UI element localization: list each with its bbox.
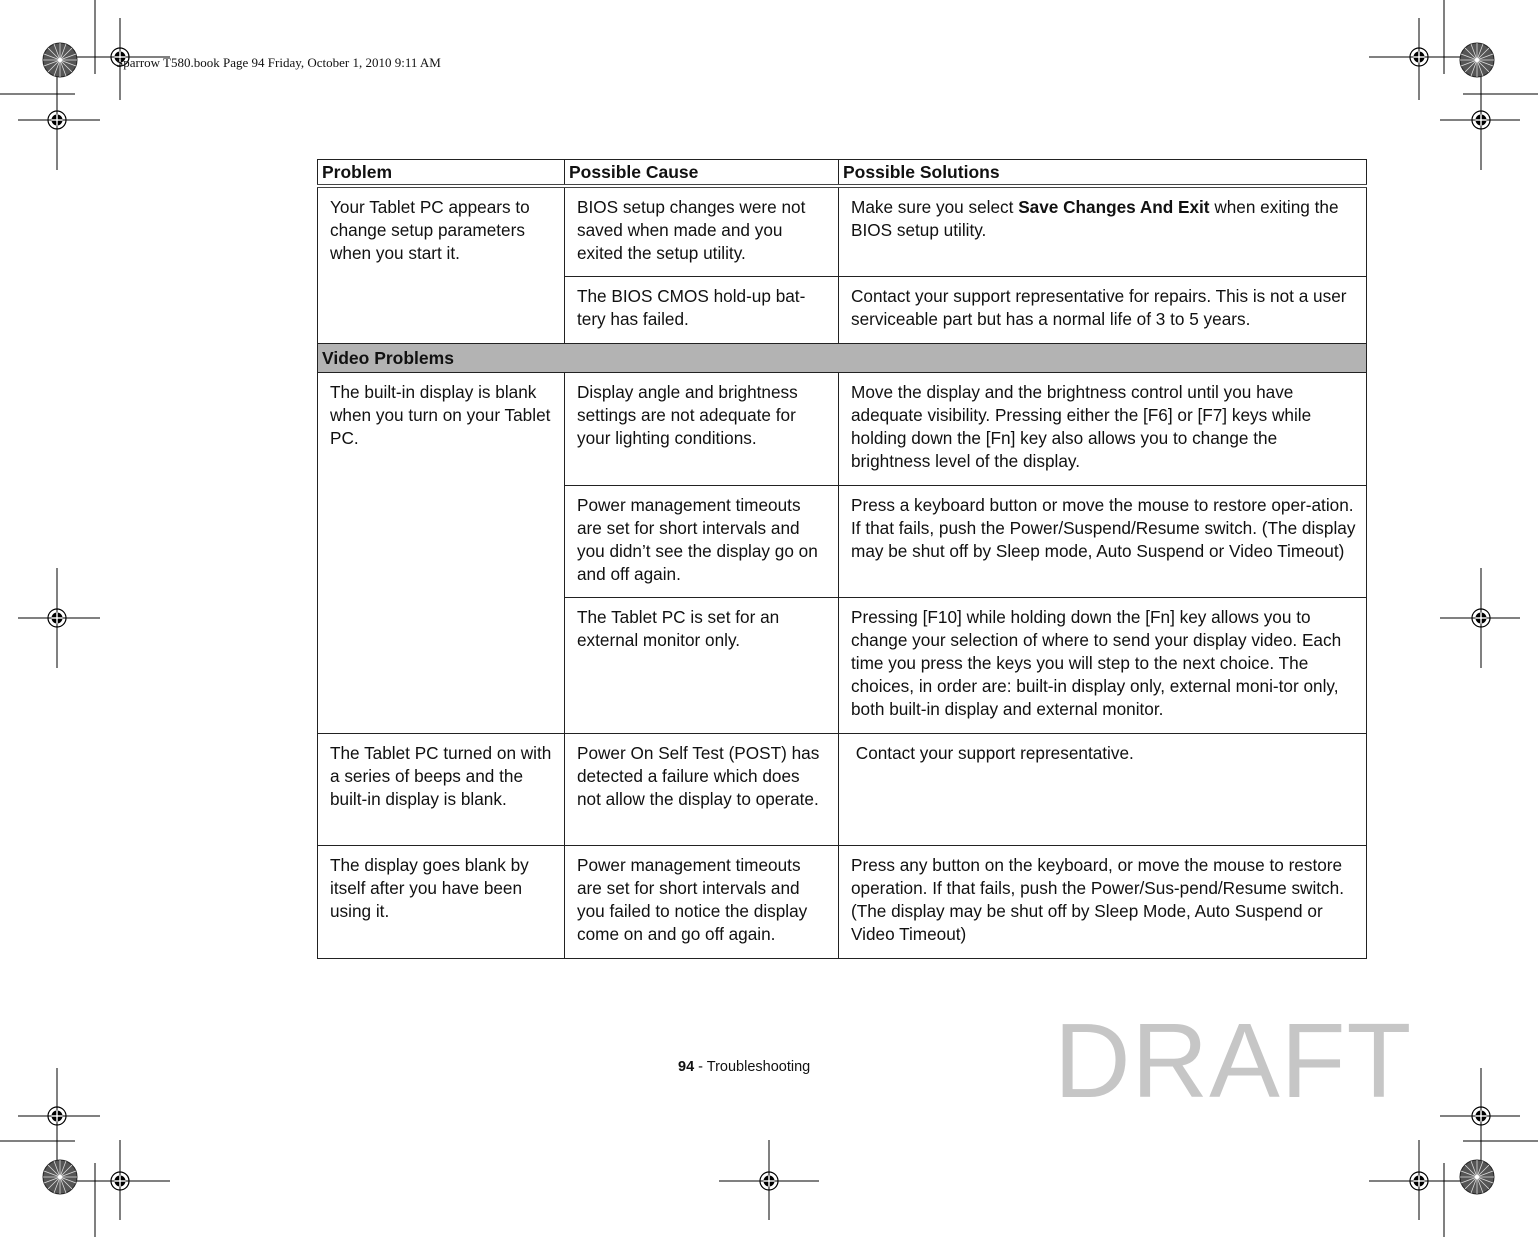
problem-cell: The Tablet PC turned on with a series of beeps and the built-in display is blank. bbox=[318, 733, 565, 845]
table-row bbox=[318, 372, 1367, 485]
cause-cell: Power management timeouts are set for short intervals and you didn’t see the display go on and off again. bbox=[565, 485, 839, 597]
header-problem: Problem bbox=[318, 160, 565, 187]
header-possible-cause: Possible Cause bbox=[565, 160, 839, 187]
book-slug-line: Sparrow T580.book Page 94 Friday, October 1, 2010 9:11 AM bbox=[116, 55, 441, 70]
cause-cell: Power On Self Test (POST) has detected a failure which does not allow the display to operate. bbox=[565, 733, 839, 845]
cause-cell: Power management timeouts are set for short intervals and you failed to notice the display come on and go off again. bbox=[565, 845, 839, 958]
page-number: 94 bbox=[678, 1059, 695, 1075]
solution-cell: Contact your support representative. bbox=[839, 733, 1367, 845]
solution-text: when exiting the BIOS setup utility. bbox=[851, 197, 1339, 240]
solution-text: Make sure you select bbox=[851, 197, 1019, 217]
solution-cell bbox=[839, 186, 1367, 276]
solution-cell: Pressing [F10] while holding down the [Fn] key allows you to change your selection of where to send your display video. Each time you press the keys you will step to the next choice. The choices, in order are: built-in display only, external moni-tor only, both built-in display and external monitor. bbox=[839, 597, 1367, 733]
section-title-video-problems: Video Problems bbox=[318, 343, 1367, 372]
solution-cell: Press any button on the keyboard, or move the mouse to restore operation. If that fails, push the Power/Sus-pend/Resume switch. (The display may be shut off by Sleep Mode, Auto Suspend or Video Timeout) bbox=[839, 845, 1367, 958]
draft-watermark: DRAFT bbox=[1054, 1002, 1413, 1120]
table-row bbox=[318, 733, 1367, 845]
solution-cell: Press a keyboard button or move the mouse to restore oper-ation. If that fails, push the Power/Suspend/Resume switch. (The display may be shut off by Sleep mode, Auto Suspend or Video Timeout) bbox=[839, 485, 1367, 597]
problem-cell: The display goes blank by itself after you have been using it. bbox=[318, 845, 565, 958]
solution-emphasis: Save Changes And Exit bbox=[1018, 197, 1210, 217]
footer-section-title: Troubleshooting bbox=[706, 1059, 811, 1075]
problem-cell: The built-in display is blank when you turn on your Tablet PC. bbox=[318, 372, 565, 733]
cause-cell: The Tablet PC is set for an external monitor only. bbox=[565, 597, 839, 733]
troubleshooting-table bbox=[317, 159, 1367, 959]
solution-cell: Contact your support representative for repairs. This is not a user serviceable part but has a normal life of 3 to 5 years. bbox=[839, 276, 1367, 343]
problem-cell: Your Tablet PC appears to change setup parameters when you start it. bbox=[318, 186, 565, 343]
cause-cell: BIOS setup changes were not saved when made and you exited the setup utility. bbox=[565, 186, 839, 276]
section-row bbox=[318, 343, 1367, 372]
solution-cell: Move the display and the brightness control until you have adequate visibility. Pressing either the [F6] or [F7] keys while holding down the [Fn] key also allows you to change the brightness level of the display. bbox=[839, 372, 1367, 485]
table-header-row bbox=[318, 160, 1367, 187]
cause-cell: The BIOS CMOS hold-up bat-tery has failed. bbox=[565, 276, 839, 343]
table-row bbox=[318, 845, 1367, 958]
header-possible-solutions: Possible Solutions bbox=[839, 160, 1367, 187]
page-footer bbox=[678, 1059, 810, 1075]
footer-separator: - bbox=[694, 1059, 707, 1075]
cause-cell: Display angle and brightness settings are not adequate for your lighting conditions. bbox=[565, 372, 839, 485]
table-row bbox=[318, 186, 1367, 276]
